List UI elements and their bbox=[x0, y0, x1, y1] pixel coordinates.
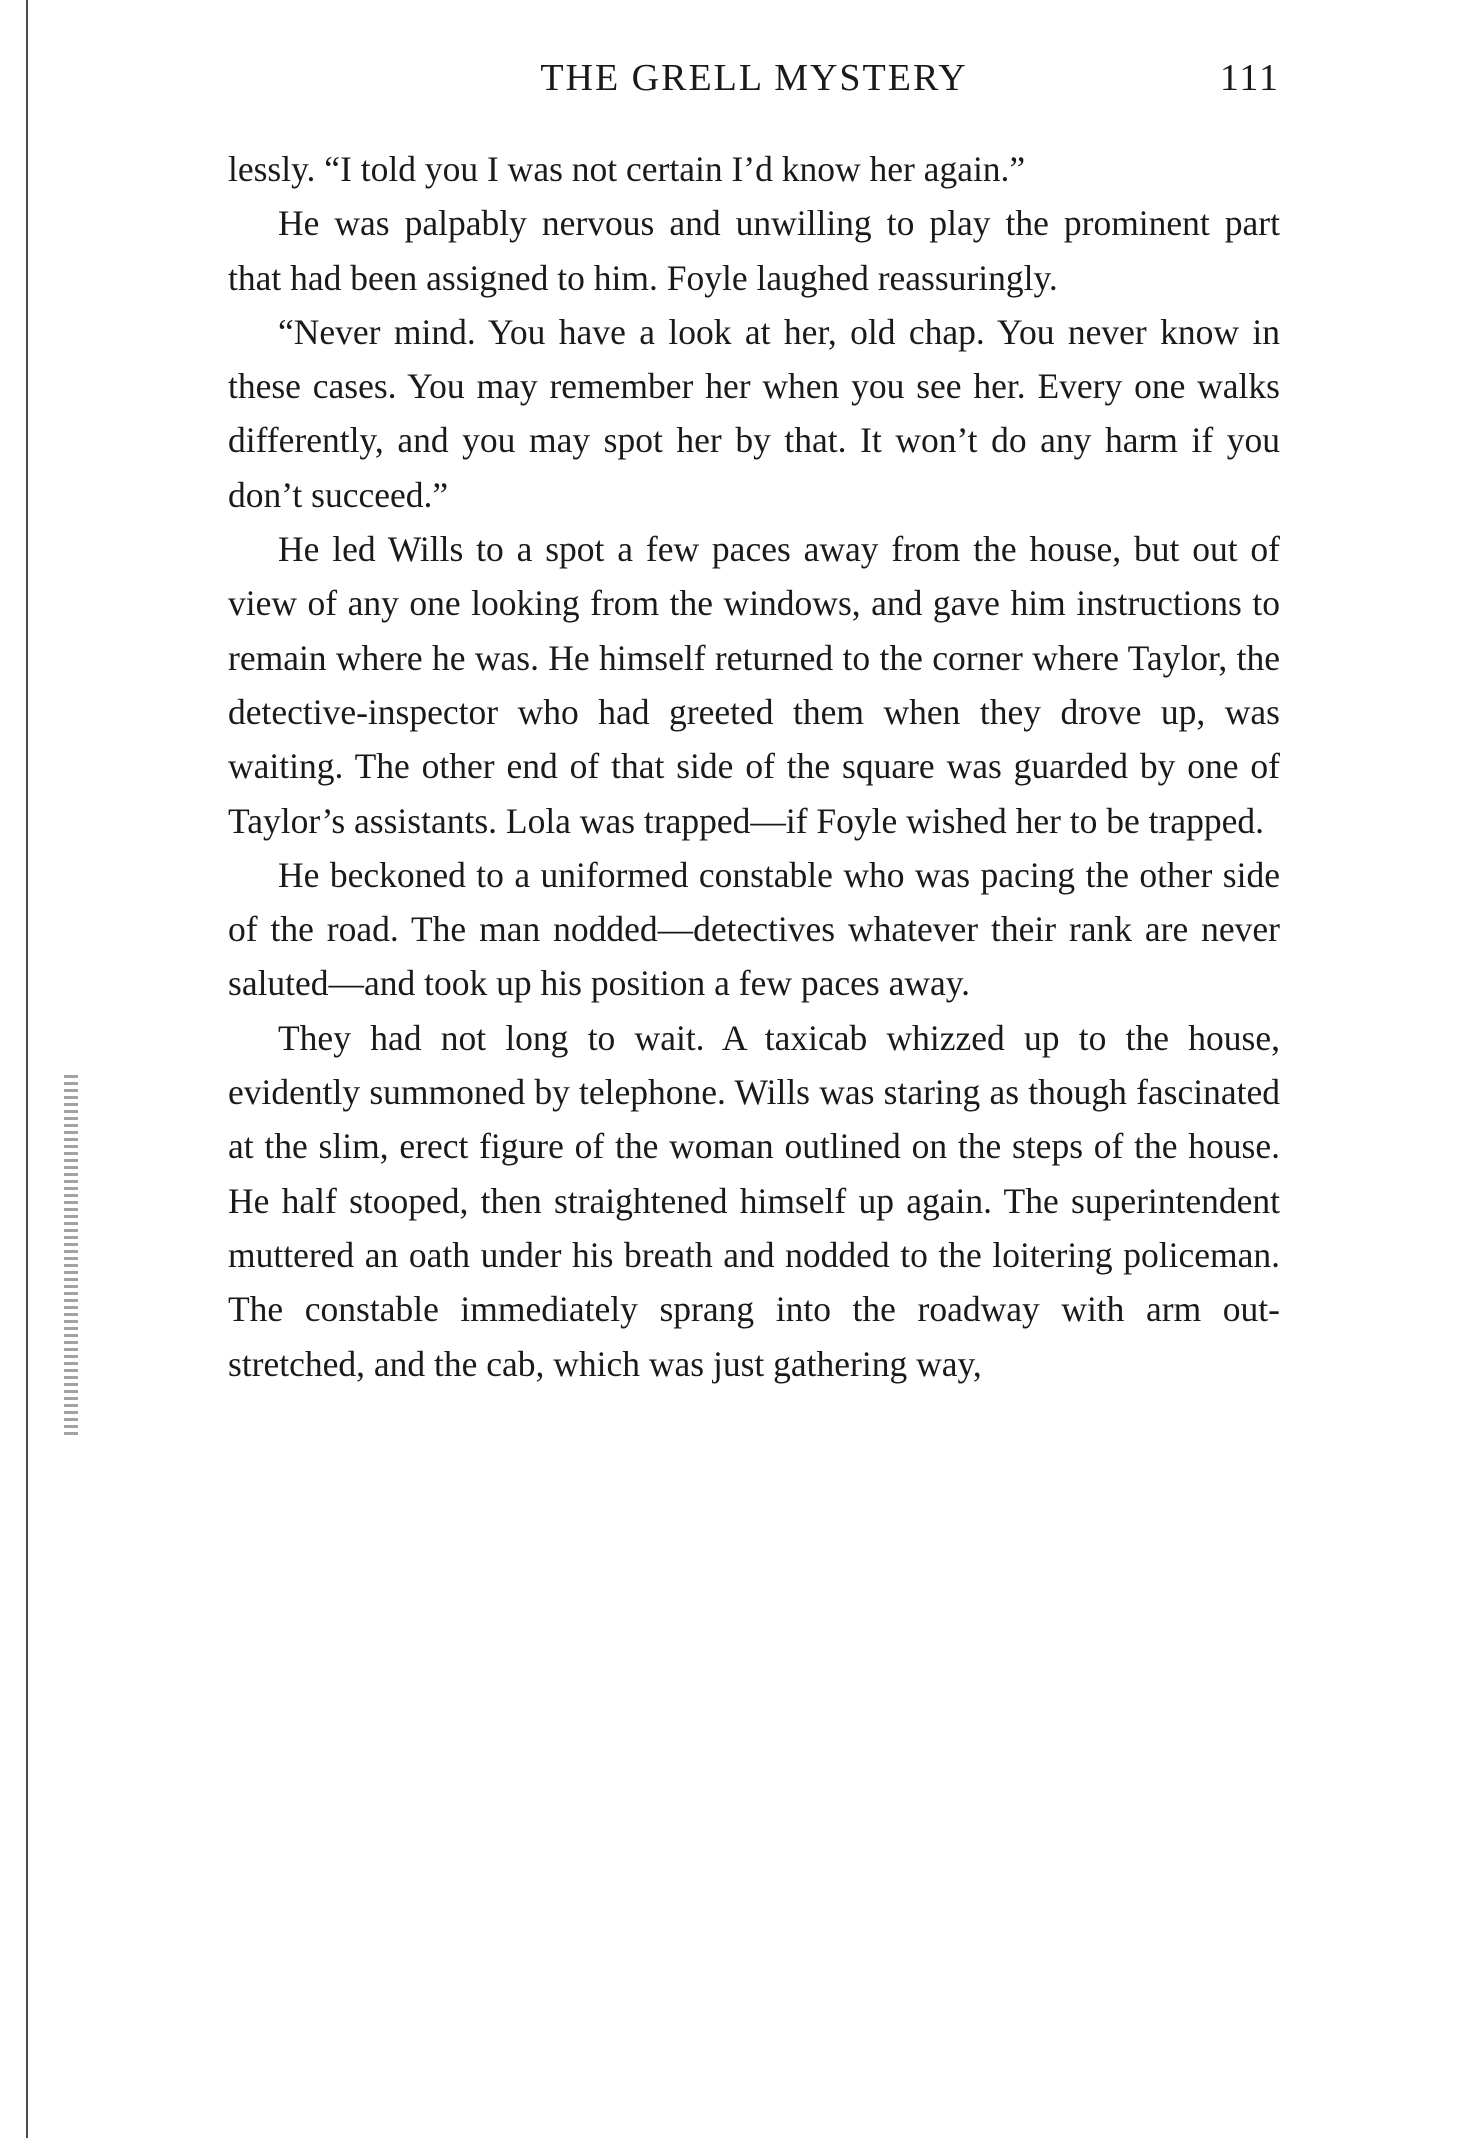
paragraph: He led Wills to a spot a few paces away from the house, but out of view of any one looking from the windows, and gave him instructions to remain where he was. He himself returned to the corner where Taylor, the detective-inspector who had greeted them when they drove up, was waiting. The other end of that side of the square was guarded by one of Taylor’s assistants. Lola was trapped—if Foyle wished her to be trapped. bbox=[228, 529, 1280, 841]
running-head bbox=[228, 56, 1280, 112]
paragraph: He was palpably nervous and unwilling to play the prominent part that had been assigned to him. Foyle laughed reassuringly. bbox=[228, 203, 1280, 298]
paragraph: They had not long to wait. A taxicab whizzed up to the house, evidently summoned by telephone. Wills was staring as though fascinated at the slim, erect figure of the woman outlined on the steps of the house. He half stooped, then straightened himself up again. The superintendent muttered an oath under his breath and nodded to the loitering policeman. The constable immediately sprang into the roadway with arm outstretched, and the cab, which was just gathering way, bbox=[228, 1017, 1280, 1384]
paragraph: “Never mind. You have a look at her, old chap. You never know in these cases. You may remember her when you see her. Every one walks differently, and you may spot her by that. It won’t do any harm if you don’t succeed.” bbox=[228, 311, 1280, 515]
running-title: THE GRELL MYSTERY bbox=[540, 57, 968, 99]
binding-mark bbox=[64, 1075, 78, 1435]
page-number: 111 bbox=[1219, 57, 1280, 99]
page-edge-line bbox=[26, 0, 28, 2138]
paragraph: He beckoned to a uniformed constable who was pacing the other side of the road. The man nodded—detectives whatever their rank are never saluted—and took up his position a few paces away. bbox=[228, 854, 1280, 1004]
paragraph-continued: lessly. “I told you I was not certain I’d know her again.” bbox=[228, 149, 1026, 189]
body-text bbox=[228, 142, 1280, 1391]
book-page bbox=[228, 56, 1280, 1391]
